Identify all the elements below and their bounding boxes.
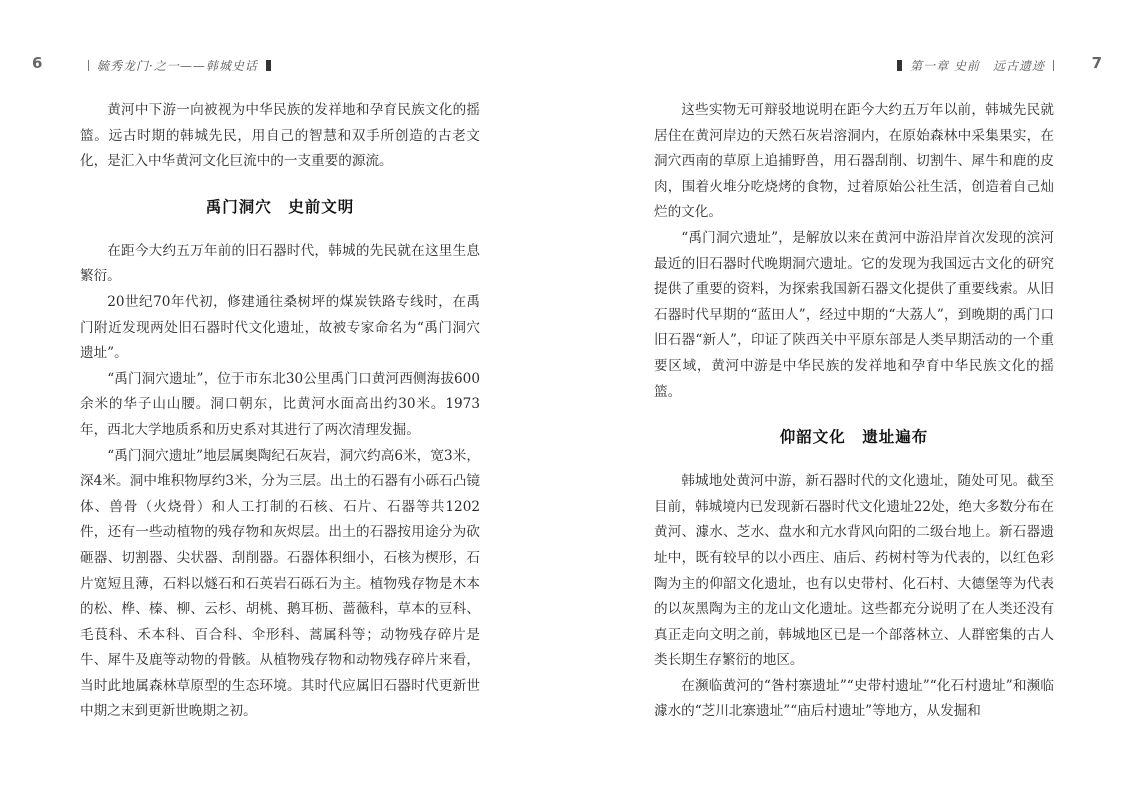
- right-page: [566, 0, 1132, 799]
- divider-bar: [88, 60, 89, 71]
- header-title-group: [80, 57, 279, 74]
- paragraph-group-intro: [80, 98, 480, 175]
- paragraph-group-intro: [654, 98, 1054, 405]
- header-title: 第一章 史前 远古遗迹: [910, 59, 1045, 73]
- paragraph: “禹门洞穴遗址”，是解放以来在黄河中游沿岸首次发现的滨河最近的旧石器时代晚期洞穴遗址。它的发现为我国远古文化的研究提供了重要的资料，为探索我国新石器文化提供了重要线索。从旧石器时代早期的“蓝田人”，经过中期的“大荔人”，到晚期的禹门口旧石器“新人”，印证了陕西关中平原东部是人类早期活动的一个重要区域，黄河中游是中华民族的发祥地和孕育中华民族文化的摇篮。: [654, 229, 1054, 400]
- running-header: [606, 55, 1104, 75]
- paragraph: 黄河中下游一向被视为中华民族的发祥地和孕育民族文化的摇篮。远古时期的韩城先民，用自己的智慧和双手所创造的古老文化，是汇入中华黄河文化巨流中的一支重要的源流。: [80, 102, 480, 170]
- divider-bar: [1053, 60, 1054, 71]
- section-title: 仰韶文化 遗址遍布: [779, 427, 929, 447]
- header-title-group: [889, 57, 1062, 74]
- paragraph: 在濒临黄河的“昝村寨遗址”“史带村遗址”“化石村遗址”和濒临澽水的“芝川北寨遗址”“庙后村遗址”等地方，从发掘和: [654, 677, 1054, 720]
- section-title: 禹门洞穴 史前文明: [205, 196, 355, 216]
- body-text: [654, 98, 1054, 725]
- paragraph: “禹门洞穴遗址”地层属奥陶纪石灰岩，洞穴约高6米，宽3米，深4米。洞中堆积物厚约3米，分为三层。出土的石器有小砾石凸镜体、兽骨（火烧骨）和人工打制的石核、石片、石器等共1202件，还有一些动植物的残存物和灰烬层。出土的石器按用途分为砍砸器、切割器、尖状器、刮削器。石器体积细小，石核为楔形，石片宽短且薄，石料以燧石和石英岩石砾石为主。植物残存物是木本的松、桦、榛、柳、云杉、胡桃、鹅耳枥、蔷薇科，草本的豆科、毛茛科、禾本科、百合科、伞形科、蒿属科等；动物残存碎片是牛、犀牛及鹿等动物的骨骸。从植物残存物和动物残存碎片来看，当时此地属森林草原型的生态环境。其时代应属旧石器时代更新世中期之末到更新世晚期之初。: [80, 447, 480, 720]
- paragraph: 这些实物无可辩驳地说明在距今大约五万年以前，韩城先民就居住在黄河岸边的天然石灰岩溶洞内，在原始森林中采集果实，在洞穴西南的草原上追捕野兽，用石器刮削、切割牛、犀牛和鹿的皮肉，围着火堆分吃烧烤的食物，过着原始公社生活，创造着自己灿烂的文化。: [654, 102, 1054, 221]
- page-number: 6: [32, 54, 43, 72]
- paragraph: 20世纪70年代初，修建通往桑树坪的煤炭铁路专线时，在禹门附近发现两处旧石器时代文化遗址，故被专家命名为“禹门洞穴遗址”。: [80, 293, 480, 362]
- block-marker: [897, 60, 902, 71]
- running-header: [28, 55, 526, 75]
- header-title: 毓秀龙门·之一——韩城史话: [97, 59, 258, 73]
- block-marker: [266, 60, 271, 71]
- paragraph: 韩城地处黄河中游，新石器时代的文化遗址，随处可见。截至目前，韩城境内已发现新石器时代文化遗址22处，绝大多数分布在黄河、澽水、芝水、盘水和亢水背风向阳的二级台地上。新石器遗址中，既有较早的以小西庄、庙后、药树村等为代表的，以红色彩陶为主的仰韶文化遗址，也有以史带村、化石村、大德堡等为代表的以灰黑陶为主的龙山文化遗址。这些都充分说明了在人类还没有真正走向文明之前，韩城地区已是一个部落林立、人群密集的古人类长期生存繁衍的地区。: [654, 473, 1054, 669]
- body-text: [80, 98, 480, 725]
- paragraph: 在距今大约五万年前的旧石器时代，韩城的先民就在这里生息繁衍。: [80, 242, 480, 285]
- paragraph: “禹门洞穴遗址”，位于市东北30公里禹门口黄河西侧海拔600余米的华子山山腰。洞口朝东，比黄河水面高出约30米。1973年，西北大学地质系和历史系对其进行了两次清理发掘。: [80, 370, 480, 438]
- paragraph-group-main: [654, 469, 1054, 725]
- paragraph-group-main: [80, 239, 480, 725]
- page-number: 7: [1091, 54, 1102, 72]
